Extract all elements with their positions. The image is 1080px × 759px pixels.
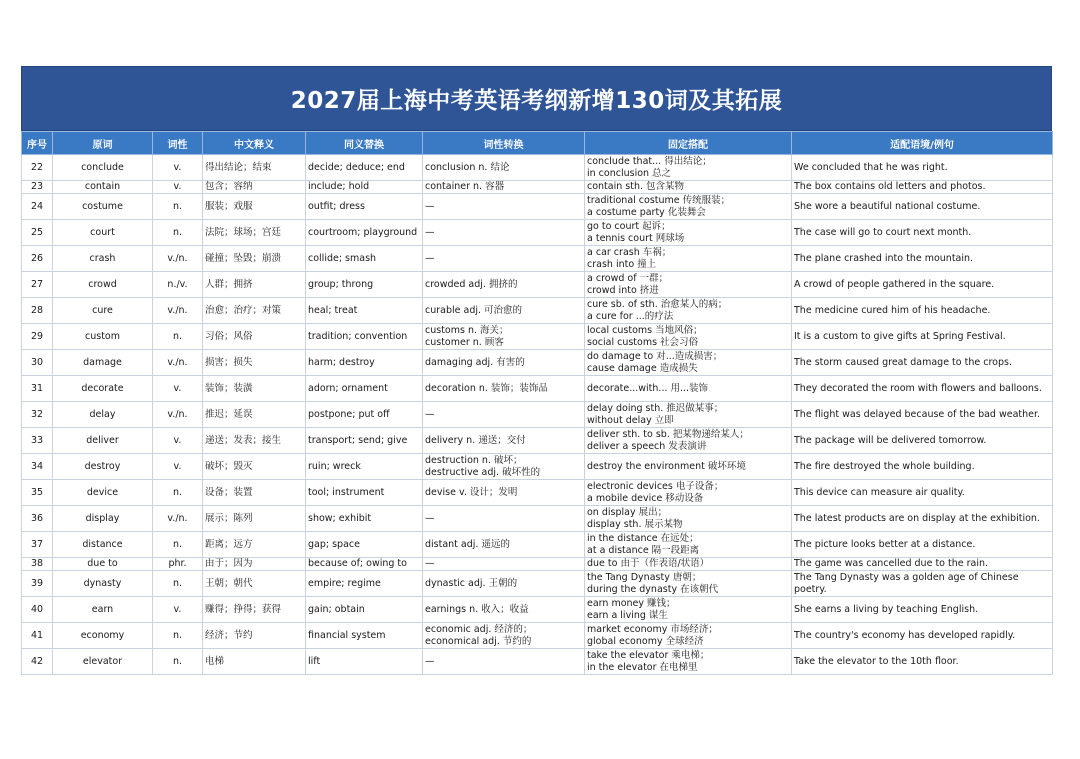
table-row [22, 181, 1053, 194]
cell-collocation-line: market economy 市场经济； [587, 623, 718, 635]
cell-collocation-line: without delay 立即 [587, 414, 674, 426]
cell-collocation [585, 246, 792, 272]
cell-example: The plane crashed into the mountain. [792, 246, 1053, 272]
cell-conversion-line: customer n. 顾客 [425, 336, 504, 348]
cell-meaning: 破坏；毁灭 [203, 454, 306, 480]
cell-synonym: because of; owing to [306, 558, 423, 571]
cell-conversion-line: container n. 容器 [425, 181, 505, 192]
cell-pos: n. [153, 480, 203, 506]
cell-synonym: empire; regime [306, 571, 423, 597]
cell-synonym: tradition; convention [306, 324, 423, 350]
cell-collocation-line: local customs 当地风俗； [587, 324, 703, 336]
cell-conversion-line: damaging adj. 有害的 [425, 356, 525, 368]
cell-collocation-line: in the elevator 在电梯里 [587, 661, 698, 673]
cell-collocation-line: traditional costume 传统服装； [587, 194, 731, 206]
cell-collocation [585, 428, 792, 454]
cell-word: crowd [53, 272, 153, 298]
cell-collocation-line: social customs 社会习俗 [587, 336, 699, 348]
cell-collocation [585, 571, 792, 597]
header-meaning: 中文释义 [203, 132, 306, 155]
cell-collocation [585, 597, 792, 623]
cell-word: dynasty [53, 571, 153, 597]
cell-conversion [423, 220, 585, 246]
cell-collocation-line: take the elevator 乘电梯； [587, 649, 710, 661]
cell-collocation [585, 220, 792, 246]
table-row [22, 155, 1053, 181]
cell-pos: n. [153, 194, 203, 220]
sheet-title: 2027届上海中考英语考纲新增130词及其拓展 [21, 66, 1052, 131]
cell-collocation [585, 649, 792, 675]
cell-conversion [423, 597, 585, 623]
cell-pos: phr. [153, 558, 203, 571]
cell-example [792, 571, 1053, 597]
cell-synonym: tool; instrument [306, 480, 423, 506]
cell-meaning: 王朝；朝代 [203, 571, 306, 597]
cell-no: 34 [22, 454, 53, 480]
cell-conversion-line: economical adj. 节约的 [425, 635, 532, 647]
cell-pos: v./n. [153, 350, 203, 376]
cell-pos: v. [153, 428, 203, 454]
table-row [22, 454, 1053, 480]
cell-example: The case will go to court next month. [792, 220, 1053, 246]
cell-no: 40 [22, 597, 53, 623]
cell-no: 27 [22, 272, 53, 298]
cell-meaning: 设备；装置 [203, 480, 306, 506]
header-collocation: 固定搭配 [585, 132, 792, 155]
cell-conversion-line: economic adj. 经济的； [425, 623, 533, 635]
cell-collocation [585, 506, 792, 532]
cell-word: economy [53, 623, 153, 649]
cell-conversion [423, 454, 585, 480]
cell-no: 32 [22, 402, 53, 428]
cell-conversion-line: — [425, 200, 435, 212]
cell-example: The storm caused great damage to the crops. [792, 350, 1053, 376]
cell-no: 23 [22, 181, 53, 194]
cell-synonym: heal; treat [306, 298, 423, 324]
cell-synonym: postpone; put off [306, 402, 423, 428]
cell-meaning: 赚得；挣得；获得 [203, 597, 306, 623]
cell-word: earn [53, 597, 153, 623]
cell-word: conclude [53, 155, 153, 181]
cell-conversion [423, 623, 585, 649]
cell-no: 24 [22, 194, 53, 220]
cell-no: 28 [22, 298, 53, 324]
cell-word: costume [53, 194, 153, 220]
cell-synonym: transport; send; give [306, 428, 423, 454]
cell-conversion [423, 480, 585, 506]
cell-collocation-line: cure sb. of sth. 治愈某人的病； [587, 298, 728, 310]
cell-pos: n. [153, 571, 203, 597]
table-row [22, 428, 1053, 454]
cell-collocation-line: on display 展出； [587, 506, 668, 518]
cell-example: We concluded that he was right. [792, 155, 1053, 181]
cell-conversion [423, 155, 585, 181]
table-body [22, 155, 1053, 675]
table-header-row [22, 132, 1053, 155]
table-row [22, 480, 1053, 506]
cell-word: elevator [53, 649, 153, 675]
cell-conversion-line: — [425, 512, 435, 524]
cell-meaning: 递送；发表；接生 [203, 428, 306, 454]
cell-example: The medicine cured him of his headache. [792, 298, 1053, 324]
cell-synonym: collide; smash [306, 246, 423, 272]
cell-collocation-line: a cure for ...的疗法 [587, 310, 674, 322]
cell-word: court [53, 220, 153, 246]
cell-pos: v. [153, 597, 203, 623]
cell-word: destroy [53, 454, 153, 480]
cell-meaning: 法院；球场；宫廷 [203, 220, 306, 246]
cell-pos: v. [153, 454, 203, 480]
cell-synonym: courtroom; playground [306, 220, 423, 246]
cell-conversion-line: — [425, 655, 435, 667]
cell-example-line: poetry. [794, 583, 827, 595]
cell-no: 26 [22, 246, 53, 272]
cell-no: 25 [22, 220, 53, 246]
cell-collocation [585, 454, 792, 480]
cell-conversion [423, 558, 585, 571]
table-row [22, 597, 1053, 623]
cell-conversion [423, 350, 585, 376]
table-row [22, 298, 1053, 324]
cell-collocation-line: delay doing sth. 推迟做某事； [587, 402, 724, 414]
cell-collocation-line: destroy the environment 破坏环境 [587, 460, 746, 472]
cell-conversion-line: distant adj. 遥远的 [425, 538, 510, 550]
table-row [22, 571, 1053, 597]
cell-no: 22 [22, 155, 53, 181]
cell-example: The picture looks better at a distance. [792, 532, 1053, 558]
cell-collocation [585, 350, 792, 376]
cell-conversion-line: crowded adj. 拥挤的 [425, 278, 518, 290]
cell-collocation-line: a tennis court 网球场 [587, 232, 685, 244]
cell-synonym: financial system [306, 623, 423, 649]
cell-collocation [585, 155, 792, 181]
table-row [22, 532, 1053, 558]
cell-pos: n. [153, 324, 203, 350]
header-no: 序号 [22, 132, 53, 155]
cell-conversion-line: — [425, 408, 435, 420]
cell-meaning: 装饰；装潢 [203, 376, 306, 402]
cell-example: A crowd of people gathered in the square. [792, 272, 1053, 298]
cell-meaning: 得出结论；结束 [203, 155, 306, 181]
table-row [22, 324, 1053, 350]
cell-collocation [585, 194, 792, 220]
cell-word: distance [53, 532, 153, 558]
cell-collocation-line: electronic devices 电子设备； [587, 480, 724, 492]
cell-no: 35 [22, 480, 53, 506]
cell-conversion [423, 506, 585, 532]
cell-conversion-line: devise v. 设计；发明 [425, 486, 518, 498]
cell-collocation-line: a car crash 车祸； [587, 246, 672, 258]
table-row [22, 649, 1053, 675]
cell-pos: v./n. [153, 402, 203, 428]
cell-pos: v. [153, 376, 203, 402]
cell-collocation-line: at a distance 隔一段距离 [587, 544, 700, 556]
cell-synonym: ruin; wreck [306, 454, 423, 480]
cell-synonym: gap; space [306, 532, 423, 558]
table-row [22, 194, 1053, 220]
cell-conversion [423, 428, 585, 454]
cell-conversion-line: decoration n. 装饰；装饰品 [425, 382, 548, 394]
cell-conversion [423, 246, 585, 272]
cell-synonym: show; exhibit [306, 506, 423, 532]
cell-pos: n. [153, 532, 203, 558]
cell-no: 29 [22, 324, 53, 350]
cell-meaning: 经济；节约 [203, 623, 306, 649]
cell-collocation-line: decorate...with... 用...装饰 [587, 382, 709, 394]
cell-collocation-line: during the dynasty 在该朝代 [587, 583, 719, 595]
cell-conversion-line: destructive adj. 破坏性的 [425, 466, 541, 478]
cell-collocation-line: crowd into 挤进 [587, 284, 659, 296]
cell-conversion [423, 272, 585, 298]
cell-meaning: 由于；因为 [203, 558, 306, 571]
table-row [22, 402, 1053, 428]
table-row [22, 558, 1053, 571]
cell-collocation-line: in the distance 在远处； [587, 532, 699, 544]
cell-meaning: 碰撞；坠毁；崩溃 [203, 246, 306, 272]
cell-synonym: harm; destroy [306, 350, 423, 376]
cell-collocation-line: go to court 起诉； [587, 220, 671, 232]
cell-meaning: 推迟；延误 [203, 402, 306, 428]
cell-word: delay [53, 402, 153, 428]
cell-example: Take the elevator to the 10th floor. [792, 649, 1053, 675]
cell-no: 33 [22, 428, 53, 454]
cell-collocation [585, 480, 792, 506]
cell-example: It is a custom to give gifts at Spring Festival. [792, 324, 1053, 350]
table-row [22, 350, 1053, 376]
cell-collocation-line: do damage to 对...造成损害； [587, 350, 723, 362]
table-row [22, 506, 1053, 532]
cell-collocation-line: the Tang Dynasty 唐朝； [587, 571, 702, 583]
cell-conversion [423, 402, 585, 428]
cell-no: 39 [22, 571, 53, 597]
cell-example: The game was cancelled due to the rain. [792, 558, 1053, 571]
vocab-table [21, 131, 1053, 675]
cell-conversion [423, 181, 585, 194]
cell-conversion [423, 194, 585, 220]
cell-collocation-line: contain sth. 包含某物 [587, 181, 685, 192]
cell-meaning: 距离；远方 [203, 532, 306, 558]
cell-word: custom [53, 324, 153, 350]
cell-collocation-line: global economy 全球经济 [587, 635, 704, 647]
cell-example-line: The Tang Dynasty was a golden age of Chinese [794, 571, 1019, 583]
cell-conversion-line: — [425, 226, 435, 238]
cell-meaning: 人群；拥挤 [203, 272, 306, 298]
header-pos: 词性 [153, 132, 203, 155]
cell-conversion [423, 298, 585, 324]
cell-example: She earns a living by teaching English. [792, 597, 1053, 623]
cell-example: The flight was delayed because of the bad weather. [792, 402, 1053, 428]
cell-collocation [585, 272, 792, 298]
header-synonym: 同义替换 [306, 132, 423, 155]
cell-collocation-line: cause damage 造成损失 [587, 362, 698, 374]
cell-synonym: group; throng [306, 272, 423, 298]
cell-word: display [53, 506, 153, 532]
cell-word: due to [53, 558, 153, 571]
cell-collocation-line: deliver sth. to sb. 把某物递给某人； [587, 428, 749, 440]
cell-example: They decorated the room with flowers and balloons. [792, 376, 1053, 402]
cell-collocation-line: a costume party 化装舞会 [587, 206, 706, 218]
cell-collocation-line: a crowd of 一群； [587, 272, 669, 284]
table-row [22, 623, 1053, 649]
cell-example: The package will be delivered tomorrow. [792, 428, 1053, 454]
cell-example: This device can measure air quality. [792, 480, 1053, 506]
cell-collocation [585, 298, 792, 324]
cell-collocation-line: in conclusion 总之 [587, 167, 672, 179]
cell-meaning: 包含；容纳 [203, 181, 306, 194]
cell-example: The box contains old letters and photos. [792, 181, 1053, 194]
cell-conversion [423, 376, 585, 402]
cell-conversion [423, 649, 585, 675]
cell-meaning: 展示；陈列 [203, 506, 306, 532]
cell-synonym: gain; obtain [306, 597, 423, 623]
cell-collocation [585, 402, 792, 428]
header-word: 原词 [53, 132, 153, 155]
cell-pos: v. [153, 181, 203, 194]
cell-collocation [585, 558, 792, 571]
cell-no: 36 [22, 506, 53, 532]
cell-example: The latest products are on display at the exhibition. [792, 506, 1053, 532]
cell-synonym: adorn; ornament [306, 376, 423, 402]
cell-collocation-line: deliver a speech 发表演讲 [587, 440, 707, 452]
cell-conversion-line: earnings n. 收入；收益 [425, 603, 529, 615]
table-row [22, 272, 1053, 298]
cell-pos: n. [153, 649, 203, 675]
cell-word: decorate [53, 376, 153, 402]
cell-pos: v. [153, 155, 203, 181]
cell-synonym: decide; deduce; end [306, 155, 423, 181]
cell-conversion-line: — [425, 252, 435, 264]
cell-pos: n. [153, 623, 203, 649]
table-row [22, 220, 1053, 246]
cell-meaning: 习俗；风俗 [203, 324, 306, 350]
cell-meaning: 治愈；治疗；对策 [203, 298, 306, 324]
cell-pos: n. [153, 220, 203, 246]
cell-synonym: include; hold [306, 181, 423, 194]
cell-conversion-line: dynastic adj. 王朝的 [425, 577, 518, 589]
cell-collocation-line: a mobile device 移动设备 [587, 492, 704, 504]
cell-synonym: lift [306, 649, 423, 675]
cell-no: 41 [22, 623, 53, 649]
cell-collocation-line: earn a living 谋生 [587, 609, 668, 621]
cell-word: cure [53, 298, 153, 324]
cell-example: The fire destroyed the whole building. [792, 454, 1053, 480]
cell-word: crash [53, 246, 153, 272]
cell-collocation-line: crash into 撞上 [587, 258, 657, 270]
cell-collocation-line: due to 由于（作表语/状语） [587, 558, 710, 569]
cell-no: 30 [22, 350, 53, 376]
cell-collocation-line: earn money 赚钱； [587, 597, 676, 609]
cell-collocation [585, 324, 792, 350]
cell-collocation [585, 181, 792, 194]
cell-collocation-line: conclude that... 得出结论； [587, 155, 712, 167]
vocab-sheet [21, 66, 1052, 675]
cell-no: 31 [22, 376, 53, 402]
cell-synonym: outfit; dress [306, 194, 423, 220]
cell-conversion [423, 571, 585, 597]
cell-meaning: 电梯 [203, 649, 306, 675]
cell-conversion-line: destruction n. 破坏； [425, 454, 523, 466]
cell-no: 42 [22, 649, 53, 675]
table-row [22, 246, 1053, 272]
cell-pos: v./n. [153, 246, 203, 272]
cell-word: damage [53, 350, 153, 376]
table-row [22, 376, 1053, 402]
cell-collocation-line: display sth. 展示某物 [587, 518, 683, 530]
cell-conversion-line: — [425, 558, 435, 569]
cell-conversion-line: curable adj. 可治愈的 [425, 304, 523, 316]
cell-conversion-line: customs n. 海关； [425, 324, 509, 336]
cell-meaning: 损害；损失 [203, 350, 306, 376]
cell-example: The country's economy has developed rapidly. [792, 623, 1053, 649]
cell-conversion-line: delivery n. 递送；交付 [425, 434, 526, 446]
cell-word: contain [53, 181, 153, 194]
cell-conversion [423, 324, 585, 350]
cell-word: device [53, 480, 153, 506]
cell-pos: v./n. [153, 298, 203, 324]
cell-collocation [585, 532, 792, 558]
cell-conversion-line: conclusion n. 结论 [425, 161, 510, 173]
cell-example: She wore a beautiful national costume. [792, 194, 1053, 220]
header-example: 适配语境/例句 [792, 132, 1053, 155]
cell-collocation [585, 376, 792, 402]
cell-conversion [423, 532, 585, 558]
cell-pos: v./n. [153, 506, 203, 532]
cell-no: 37 [22, 532, 53, 558]
cell-meaning: 服装；戏服 [203, 194, 306, 220]
cell-word: deliver [53, 428, 153, 454]
cell-no: 38 [22, 558, 53, 571]
header-conversion: 词性转换 [423, 132, 585, 155]
cell-collocation [585, 623, 792, 649]
cell-pos: n./v. [153, 272, 203, 298]
